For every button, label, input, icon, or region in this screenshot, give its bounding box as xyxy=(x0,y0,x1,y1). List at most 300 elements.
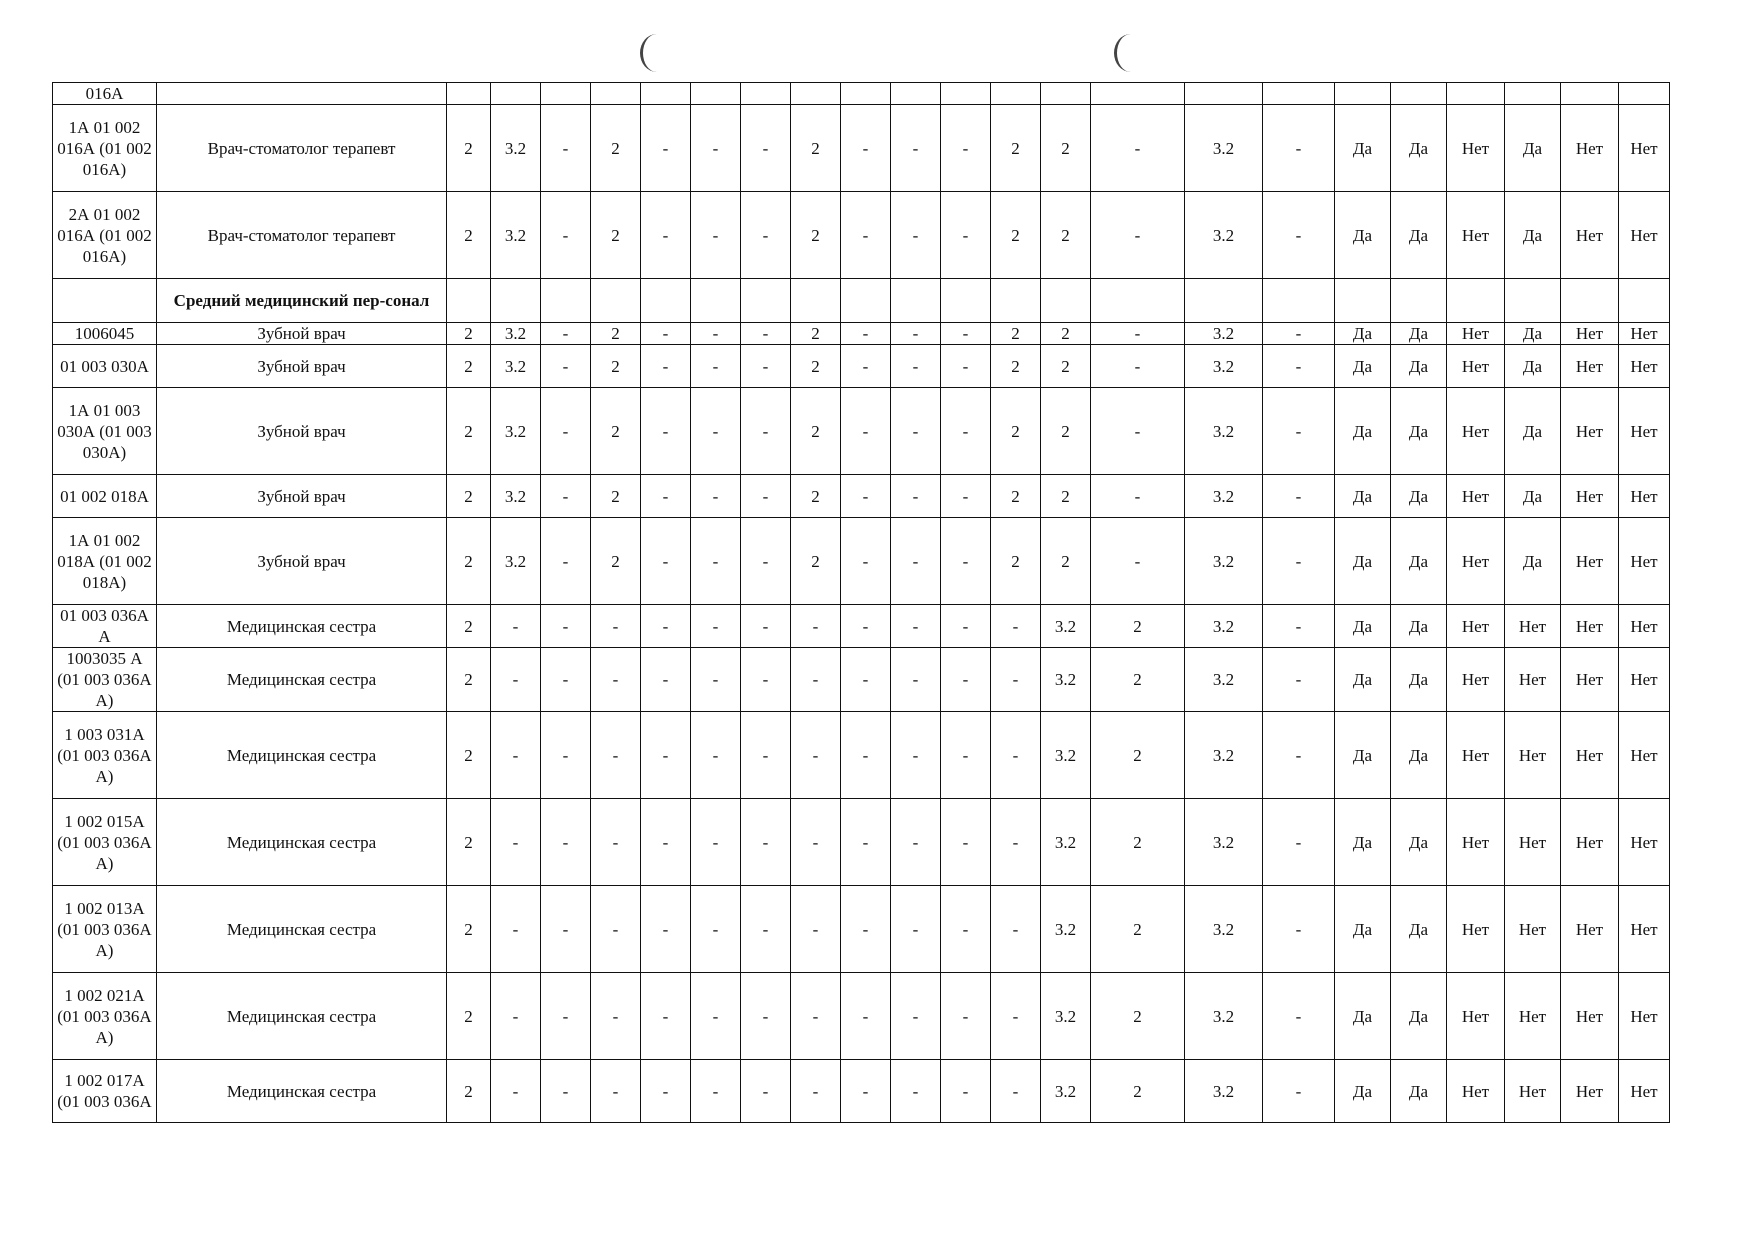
cell-value: - xyxy=(541,712,591,799)
cell-value: - xyxy=(491,799,541,886)
cell-value: 2 xyxy=(1091,712,1185,799)
cell-value: - xyxy=(741,799,791,886)
cell-value: - xyxy=(541,605,591,648)
cell-value: 2 xyxy=(1091,973,1185,1060)
cell-value: - xyxy=(691,323,741,345)
cell-value: - xyxy=(941,192,991,279)
cell-value: 3.2 xyxy=(1041,712,1091,799)
cell-value: - xyxy=(841,605,891,648)
cell-value: 2 xyxy=(1041,323,1091,345)
cell-value: 3.2 xyxy=(491,323,541,345)
cell-value: 3.2 xyxy=(1185,518,1263,605)
cell-value: Нет xyxy=(1619,345,1670,388)
cell-value: Да xyxy=(1335,345,1391,388)
cell-position: Медицинская сестра xyxy=(157,605,447,648)
cell-value xyxy=(591,83,641,105)
cell-position: Врач-стоматолог терапевт xyxy=(157,192,447,279)
cell-value: - xyxy=(1263,712,1335,799)
table-row xyxy=(53,712,1670,799)
cell-value: - xyxy=(941,973,991,1060)
cell-code: 01 003 036А А xyxy=(53,605,157,648)
cell-value: Да xyxy=(1335,712,1391,799)
cell-value: 3.2 xyxy=(491,105,541,192)
cell-value: - xyxy=(641,192,691,279)
cell-value: Нет xyxy=(1447,192,1505,279)
cell-value: Да xyxy=(1505,192,1561,279)
cell-value: - xyxy=(641,648,691,712)
cell-value: 2 xyxy=(447,388,491,475)
cell-value: Да xyxy=(1391,475,1447,518)
cell-value: Нет xyxy=(1561,1060,1619,1123)
cell-position: Медицинская сестра xyxy=(157,886,447,973)
cell-position: Зубной врач xyxy=(157,518,447,605)
cell-value: Да xyxy=(1505,323,1561,345)
cell-value: 2 xyxy=(591,475,641,518)
cell-value: Нет xyxy=(1505,1060,1561,1123)
cell-value: Да xyxy=(1391,345,1447,388)
cell-value: - xyxy=(891,475,941,518)
cell-value: 3.2 xyxy=(491,345,541,388)
cell-value: 2 xyxy=(991,475,1041,518)
cell-value: Нет xyxy=(1561,799,1619,886)
table-row xyxy=(53,799,1670,886)
cell-value: - xyxy=(541,886,591,973)
cell-value: Нет xyxy=(1619,1060,1670,1123)
cell-value: Нет xyxy=(1619,388,1670,475)
cell-value: Да xyxy=(1335,605,1391,648)
cell-value: 2 xyxy=(447,323,491,345)
cell-position xyxy=(157,83,447,105)
cell-value xyxy=(991,83,1041,105)
cell-code: 1 002 021А (01 003 036А А) xyxy=(53,973,157,1060)
cell-value: - xyxy=(991,648,1041,712)
cell-value xyxy=(1335,279,1391,323)
cell-value: - xyxy=(891,799,941,886)
cell-value: 3.2 xyxy=(1185,105,1263,192)
cell-value: - xyxy=(941,605,991,648)
cell-value xyxy=(641,279,691,323)
cell-value: 3.2 xyxy=(1041,973,1091,1060)
cell-value: - xyxy=(591,799,641,886)
cell-value: - xyxy=(591,648,641,712)
cell-value: Да xyxy=(1505,345,1561,388)
cell-value: - xyxy=(791,605,841,648)
cell-value: - xyxy=(741,648,791,712)
cell-value: 2 xyxy=(1091,648,1185,712)
cell-value: Да xyxy=(1391,799,1447,886)
cell-value: Да xyxy=(1335,323,1391,345)
table-row xyxy=(53,388,1670,475)
cell-value: 3.2 xyxy=(491,192,541,279)
cell-value: Нет xyxy=(1561,105,1619,192)
table-row xyxy=(53,192,1670,279)
cell-value: - xyxy=(841,345,891,388)
cell-value xyxy=(891,83,941,105)
cell-value: Да xyxy=(1391,605,1447,648)
cell-value: - xyxy=(791,712,841,799)
cell-value: Нет xyxy=(1505,886,1561,973)
cell-value: 2 xyxy=(1091,1060,1185,1123)
cell-value: - xyxy=(841,105,891,192)
cell-value: 2 xyxy=(991,388,1041,475)
table-row xyxy=(53,279,1670,323)
cell-value: - xyxy=(691,345,741,388)
cell-value xyxy=(591,279,641,323)
cell-value: Да xyxy=(1335,886,1391,973)
cell-value: 2 xyxy=(447,973,491,1060)
cell-value: 2 xyxy=(591,345,641,388)
cell-value xyxy=(1041,83,1091,105)
cell-value: Да xyxy=(1505,105,1561,192)
cell-value: 2 xyxy=(591,388,641,475)
cell-value: - xyxy=(841,886,891,973)
cell-value: Да xyxy=(1391,886,1447,973)
cell-value: 2 xyxy=(1041,105,1091,192)
cell-value: 3.2 xyxy=(1185,605,1263,648)
cell-value: - xyxy=(841,648,891,712)
cell-value: - xyxy=(691,886,741,973)
cell-value xyxy=(1561,83,1619,105)
cell-value xyxy=(1091,279,1185,323)
cell-value: 3.2 xyxy=(491,475,541,518)
cell-value: - xyxy=(541,192,591,279)
cell-value: - xyxy=(691,799,741,886)
cell-value: - xyxy=(591,605,641,648)
cell-value: - xyxy=(841,973,891,1060)
cell-value: - xyxy=(491,712,541,799)
cell-value: Нет xyxy=(1505,648,1561,712)
cell-value: - xyxy=(691,192,741,279)
cell-value xyxy=(1185,279,1263,323)
cell-value xyxy=(791,279,841,323)
cell-value: Нет xyxy=(1505,973,1561,1060)
cell-value: 2 xyxy=(447,799,491,886)
table-row xyxy=(53,605,1670,648)
cell-value: 2 xyxy=(791,475,841,518)
cell-value xyxy=(891,279,941,323)
cell-value: - xyxy=(991,712,1041,799)
cell-value: Нет xyxy=(1619,712,1670,799)
table-row xyxy=(53,648,1670,712)
cell-value: Нет xyxy=(1561,323,1619,345)
cell-value: 2 xyxy=(591,323,641,345)
cell-value: - xyxy=(591,886,641,973)
cell-code xyxy=(53,279,157,323)
cell-code: 2А 01 002 016А (01 002 016А) xyxy=(53,192,157,279)
cell-value: - xyxy=(491,605,541,648)
cell-value: Нет xyxy=(1561,345,1619,388)
cell-value: - xyxy=(1263,799,1335,886)
cell-value: 3.2 xyxy=(1185,799,1263,886)
cell-value: - xyxy=(891,1060,941,1123)
cell-value: 2 xyxy=(447,345,491,388)
cell-value: - xyxy=(841,475,891,518)
cell-value xyxy=(1505,83,1561,105)
cell-value xyxy=(941,279,991,323)
cell-value: 3.2 xyxy=(1185,388,1263,475)
cell-value: - xyxy=(491,973,541,1060)
cell-value: - xyxy=(741,345,791,388)
cell-value: - xyxy=(1263,973,1335,1060)
cell-value: 2 xyxy=(447,712,491,799)
cell-value: - xyxy=(891,518,941,605)
cell-value: Да xyxy=(1505,388,1561,475)
cell-value: - xyxy=(641,323,691,345)
cell-value: Нет xyxy=(1561,886,1619,973)
cell-code: 01 002 018А xyxy=(53,475,157,518)
cell-value: - xyxy=(891,605,941,648)
cell-position: Зубной врач xyxy=(157,475,447,518)
cell-position: Медицинская сестра xyxy=(157,799,447,886)
cell-value: 2 xyxy=(447,475,491,518)
cell-value: Нет xyxy=(1561,712,1619,799)
cell-value xyxy=(841,83,891,105)
cell-value: Да xyxy=(1335,973,1391,1060)
cell-value: 2 xyxy=(591,518,641,605)
cell-value: - xyxy=(1091,105,1185,192)
cell-value: - xyxy=(1263,605,1335,648)
cell-value: Нет xyxy=(1447,345,1505,388)
cell-value: - xyxy=(991,973,1041,1060)
cell-position: Зубной врач xyxy=(157,345,447,388)
cell-value xyxy=(541,83,591,105)
cell-value: - xyxy=(941,475,991,518)
cell-value: Да xyxy=(1391,388,1447,475)
cell-value: Да xyxy=(1505,518,1561,605)
cell-value xyxy=(1619,279,1670,323)
cell-value: - xyxy=(641,475,691,518)
cell-value: Нет xyxy=(1447,518,1505,605)
cell-value: - xyxy=(1091,475,1185,518)
cell-position: Медицинская сестра xyxy=(157,712,447,799)
cell-value: - xyxy=(941,345,991,388)
cell-value: - xyxy=(791,973,841,1060)
cell-value: - xyxy=(991,605,1041,648)
cell-value: - xyxy=(941,712,991,799)
cell-value: 2 xyxy=(1041,192,1091,279)
cell-value: Да xyxy=(1335,518,1391,605)
cell-value: - xyxy=(1263,323,1335,345)
cell-value: Да xyxy=(1391,192,1447,279)
cell-code: 1А 01 002 018А (01 002 018А) xyxy=(53,518,157,605)
cell-value: Нет xyxy=(1447,475,1505,518)
cell-value xyxy=(1263,279,1335,323)
cell-value: - xyxy=(691,973,741,1060)
cell-value: Нет xyxy=(1447,388,1505,475)
cell-value: Нет xyxy=(1447,105,1505,192)
cell-value: - xyxy=(841,1060,891,1123)
cell-value xyxy=(691,83,741,105)
cell-value xyxy=(691,279,741,323)
cell-value: - xyxy=(891,105,941,192)
cell-value xyxy=(1505,279,1561,323)
cell-value: Да xyxy=(1391,973,1447,1060)
cell-value: 2 xyxy=(991,518,1041,605)
cell-position: Зубной врач xyxy=(157,323,447,345)
cell-value: - xyxy=(641,105,691,192)
cell-value: - xyxy=(1091,323,1185,345)
cell-value: Да xyxy=(1391,648,1447,712)
cell-value: - xyxy=(741,1060,791,1123)
cell-value: 3.2 xyxy=(1185,323,1263,345)
cell-value: 2 xyxy=(791,388,841,475)
cell-value: - xyxy=(741,192,791,279)
cell-value: - xyxy=(541,475,591,518)
cell-value: - xyxy=(591,712,641,799)
assessment-table xyxy=(52,82,1670,1123)
cell-value: Нет xyxy=(1619,605,1670,648)
cell-value: 3.2 xyxy=(1185,712,1263,799)
cell-value xyxy=(741,83,791,105)
table-row xyxy=(53,105,1670,192)
cell-value: Нет xyxy=(1447,886,1505,973)
cell-value: 3.2 xyxy=(1041,1060,1091,1123)
cell-value: Да xyxy=(1391,518,1447,605)
cell-value: Да xyxy=(1391,105,1447,192)
cell-value: - xyxy=(641,518,691,605)
cell-value: - xyxy=(941,648,991,712)
cell-value: Нет xyxy=(1619,475,1670,518)
cell-value: - xyxy=(1091,192,1185,279)
cell-value: - xyxy=(1091,388,1185,475)
cell-value: - xyxy=(891,345,941,388)
cell-value: 2 xyxy=(591,105,641,192)
cell-value: - xyxy=(841,388,891,475)
cell-value: - xyxy=(841,518,891,605)
cell-value: 3.2 xyxy=(1185,886,1263,973)
cell-value: 2 xyxy=(447,886,491,973)
cell-value: - xyxy=(691,475,741,518)
cell-value: - xyxy=(1263,388,1335,475)
cell-value: - xyxy=(591,973,641,1060)
cell-value: 3.2 xyxy=(491,518,541,605)
cell-value: - xyxy=(791,799,841,886)
cell-value: 2 xyxy=(447,1060,491,1123)
cell-value: - xyxy=(1263,518,1335,605)
cell-value: - xyxy=(891,886,941,973)
cell-value: Да xyxy=(1335,1060,1391,1123)
cell-value: - xyxy=(841,192,891,279)
cell-value: 2 xyxy=(791,518,841,605)
cell-code: 1А 01 003 030А (01 003 030А) xyxy=(53,388,157,475)
cell-position: Медицинская сестра xyxy=(157,1060,447,1123)
cell-value: 2 xyxy=(991,345,1041,388)
cell-value: 2 xyxy=(991,105,1041,192)
cell-value: - xyxy=(741,712,791,799)
cell-value: 2 xyxy=(447,648,491,712)
table-row xyxy=(53,83,1670,105)
cell-value: - xyxy=(1263,1060,1335,1123)
cell-code: 1 002 013А (01 003 036А А) xyxy=(53,886,157,973)
cell-value: - xyxy=(741,973,791,1060)
cell-value: - xyxy=(891,192,941,279)
cell-value: Да xyxy=(1391,323,1447,345)
cell-value xyxy=(791,83,841,105)
cell-value: - xyxy=(741,605,791,648)
cell-value: - xyxy=(791,648,841,712)
cell-value: Нет xyxy=(1619,105,1670,192)
cell-position: Зубной врач xyxy=(157,388,447,475)
cell-value: - xyxy=(541,105,591,192)
cell-value: Нет xyxy=(1561,388,1619,475)
cell-value: - xyxy=(691,605,741,648)
cell-value: Да xyxy=(1391,712,1447,799)
cell-value: - xyxy=(891,388,941,475)
cell-value: 2 xyxy=(791,192,841,279)
cell-value: - xyxy=(1091,518,1185,605)
cell-value: Да xyxy=(1335,388,1391,475)
cell-value: Нет xyxy=(1447,605,1505,648)
cell-value: Нет xyxy=(1619,886,1670,973)
cell-value: - xyxy=(1263,475,1335,518)
cell-value xyxy=(1041,279,1091,323)
cell-value: Нет xyxy=(1619,799,1670,886)
cell-value: 2 xyxy=(1041,388,1091,475)
table-row xyxy=(53,886,1670,973)
cell-value: 3.2 xyxy=(1185,475,1263,518)
cell-position: Медицинская сестра xyxy=(157,973,447,1060)
cell-value: 2 xyxy=(791,105,841,192)
cell-position: Медицинская сестра xyxy=(157,648,447,712)
cell-value: - xyxy=(741,323,791,345)
cell-value: - xyxy=(691,105,741,192)
cell-value: - xyxy=(1263,105,1335,192)
cell-value xyxy=(741,279,791,323)
cell-value: 3.2 xyxy=(1041,886,1091,973)
cell-value: - xyxy=(791,1060,841,1123)
cell-value xyxy=(1091,83,1185,105)
cell-value: 3.2 xyxy=(1041,799,1091,886)
cell-value: - xyxy=(741,105,791,192)
cell-value: 2 xyxy=(447,605,491,648)
cell-value xyxy=(991,279,1041,323)
cell-value: Нет xyxy=(1619,323,1670,345)
cell-value: - xyxy=(941,388,991,475)
cell-value: 3.2 xyxy=(1185,192,1263,279)
cell-value: - xyxy=(891,712,941,799)
cell-value: Нет xyxy=(1447,799,1505,886)
cell-value: 2 xyxy=(447,105,491,192)
cell-value xyxy=(1391,279,1447,323)
cell-value: - xyxy=(941,105,991,192)
cell-value: - xyxy=(491,886,541,973)
cell-value: 2 xyxy=(1091,799,1185,886)
cell-value: - xyxy=(641,886,691,973)
cell-value: 2 xyxy=(1041,345,1091,388)
cell-value: - xyxy=(641,345,691,388)
table-row xyxy=(53,345,1670,388)
cell-value: - xyxy=(491,1060,541,1123)
cell-value: Нет xyxy=(1447,973,1505,1060)
cell-value: - xyxy=(1263,192,1335,279)
cell-value: Да xyxy=(1335,105,1391,192)
cell-value: Нет xyxy=(1561,475,1619,518)
cell-value: Нет xyxy=(1619,973,1670,1060)
cell-value: 2 xyxy=(1041,518,1091,605)
cell-code: 1А 01 002 016А (01 002 016А) xyxy=(53,105,157,192)
cell-value xyxy=(447,83,491,105)
cell-value: - xyxy=(841,323,891,345)
cell-value: - xyxy=(1091,345,1185,388)
cell-value xyxy=(1447,279,1505,323)
cell-value: Нет xyxy=(1447,648,1505,712)
cell-code: 1006045 xyxy=(53,323,157,345)
cell-value: - xyxy=(891,323,941,345)
cell-value: - xyxy=(541,388,591,475)
cell-value: Да xyxy=(1505,475,1561,518)
table-row xyxy=(53,1060,1670,1123)
cell-code: 1 003 031А (01 003 036А А) xyxy=(53,712,157,799)
